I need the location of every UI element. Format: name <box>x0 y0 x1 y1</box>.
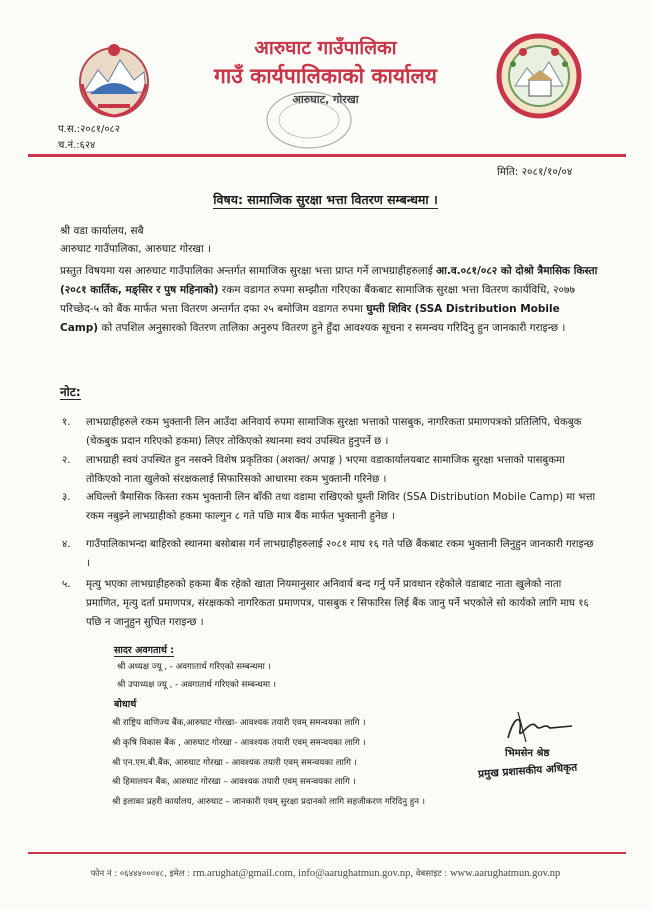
body-paragraph <box>60 262 600 338</box>
note-number: २. <box>62 455 71 466</box>
dispatch-number: च.नं.:६२४ <box>58 140 96 151</box>
cc-info-heading <box>114 643 174 656</box>
cc-action-item: श्री एन.एम.बी.बैंक, आरुघाट गोरखा - आवश्यक तयारी एवम् समन्वयका लागि । <box>112 758 357 768</box>
cc-action-item: श्री इलाका प्रहरी कार्यालय, आरुघाट – जानकारी एवम् सुरक्षा प्रदानको लागि सहजीकरण गरिदिनु हुन । <box>112 797 426 807</box>
note-item <box>62 413 598 451</box>
office-address: आरुघाट, गोरखा <box>292 93 359 106</box>
note-item <box>62 575 598 632</box>
note-heading <box>60 383 81 400</box>
footer-website[interactable]: www.aarughatmun.gov.np <box>449 868 561 879</box>
cc-info-heading-text: सादर अवगतार्थ : <box>114 645 175 656</box>
note-number: १. <box>62 417 71 428</box>
note-text: अघिल्लो त्रैमासिक किस्ता रकम भुक्तानी लिन बाँकी तथा वडामा राखिएको घुम्ती शिविर (SSA Distribution Mobile Camp) मा भत्ता रकम नबुझ्ने लाभग्राहीको हकमा फाल्गुन ८ गते पछि मात्र बैंक मार्फत भुक्तानी हुनेछ । <box>86 492 596 522</box>
footer-web-label: वेबसाइट : <box>415 869 448 879</box>
header-divider <box>28 154 626 157</box>
footer-contact <box>0 868 651 879</box>
office-stamp-icon <box>262 85 357 155</box>
office-name: आरुघाट गाउँपालिका <box>254 37 397 59</box>
note-text: लाभग्राही स्वयं उपस्थित हुन नसक्ने विशेष प्रकृतिका (अशक्त/ अपाङ्ग ) भएमा वडाकार्यालयबाट सामाजिक सुरक्षा भत्ताको पासबुकमा तोकिएको नाता खुलेको संरक्षकलाई सिफारिसको आधारमा रकम भुक्तानी गरिनेछ । <box>86 455 565 485</box>
note-heading-text: नोट: <box>60 385 81 399</box>
body-bold-2: घुम्ती शिविर (SSA Distribution Mobile Camp) <box>60 303 560 334</box>
cc-info-item: श्री उपाध्यक्ष ज्यू , - अवगातार्थ गरिएको सम्बन्धमा । <box>117 680 277 690</box>
letter-date: मिति: २०८१/१०/०४ <box>497 166 573 178</box>
note-number: ५. <box>62 579 71 590</box>
body-text-3: को तपशिल अनुसारको वितरण तालिका अनुरुप वितरण हुने हुँदा आवश्यक सूचना र समन्वय गरिदिनु हुन जानकारी गराइन्छ । <box>101 322 566 334</box>
note-number: ३. <box>62 492 71 503</box>
recipient-line-2: आरुघाट गाउँपालिका, आरुघाट गोरखा । <box>60 243 212 255</box>
cc-action-item: श्री राष्ट्रिय वाणिज्य बैंक,आरुघाट गोरखा- आवश्यक तयारी एवम् समन्वयका लागि । <box>112 718 366 728</box>
subject-text: विषय: सामाजिक सुरक्षा भत्ता वितरण सम्बन्धमा । <box>213 192 438 207</box>
cc-action-item: श्री हिमालयन बैंक, आरुघाट गोरखा – आवश्यक तयारी एवम् समन्वयका लागि । <box>112 777 356 787</box>
recipient-line-1: श्री वडा कार्यालय, सबै <box>60 225 144 237</box>
note-text: गाउँपालिकाभन्दा बाहिरको स्थानमा बसोबास गर्न लाभग्राहीहरुलाई २०८१ माघ १६ गते पछि बैंकबाट रकम भुक्तानी लिनुहुन जानकारी गराइन्छ । <box>86 539 594 569</box>
subject-line <box>0 191 651 208</box>
reference-number: प.स.:२०८१/०८२ <box>58 124 120 135</box>
note-text: मृत्यु भएका लाभग्राहीहरुको हकमा बैंक रहेको खाता नियमानुसार अनिवार्य बन्द गर्नु पर्ने प्रावधान रहेकोले वडाबाट नाता खुलेको नाता प्रमाणित, मृत्यु दर्ता प्रमाणपत्र, संरक्षकको नागरिकता प्रमाणपत्र, पासबुक र सिफारिस लिई बैंक जानु पर्ने भएकोले सो कार्यको लागि माघ १६ पछि न जानुहुन सुचित गराइन्छ । <box>86 579 589 628</box>
note-text: लाभग्राहीहरुले रकम भुक्तानी लिन आउँदा अनिवार्य रुपमा सामाजिक सुरक्षा भत्ताको पासबुक, नागरिकता प्रमाणपत्रको प्रतिलिपि, चेकबुक (चेकबुक प्रदान गरिएको हकमा) लिएर तोकिएको स्थानमा स्वयं उपस्थित हुनुपर्ने छ । <box>86 417 582 447</box>
footer-email-2[interactable]: info@aarughatmun.gov.np, <box>298 868 413 879</box>
footer-phone: फोन नं : ०६४४४०००४८, इमेल : <box>90 869 191 879</box>
body-text-1: प्रस्तुत विषयमा यस आरुघाट गाउँपालिका अन्तर्गत सामाजिक सुरक्षा भत्ता प्राप्त गर्ने लाभग्राहीहरुलाई <box>60 265 433 277</box>
cc-info-item: श्री अध्यक्ष ज्यू , - अवगातार्थ गरिएको सम्बन्धमा । <box>117 662 271 672</box>
signatory-name: भिमसेन श्रेष्ठ <box>505 748 550 759</box>
footer-email-1[interactable]: rm.arughat@gmail.com, <box>192 868 296 879</box>
cc-action-heading: बोधार्थ <box>114 699 137 710</box>
footer-divider <box>28 852 626 854</box>
body-bold-1: आ.व.०८१/०८२ को दोश्रो त्रैमासिक किस्ता (२०८१ कार्तिक, मङ्सिर र पुष महिनाको) <box>60 265 598 296</box>
note-item <box>62 451 598 489</box>
office-title: गाउँ कार्यपालिकाको कार्यालय <box>214 64 437 88</box>
note-number: ४. <box>62 539 71 550</box>
body-text-2: रकम वडागत रुपमा सम्झौता गरिएका बैंकबाट सामाजिक सुरक्षा भत्ता वितरण कार्यविधि, २०७७ परिच्छेद-५ को बैंक मार्फत भत्ता वितरण अन्तर्गत दफा २५ बमोजिम वडागत रुपमा <box>60 284 575 315</box>
cc-action-item: श्री कृषि विकास बैंक , आरुघाट गोरखा - आवश्यक तयारी एवम् समन्वयका लागि । <box>112 738 366 748</box>
note-item <box>62 535 598 573</box>
signatory-title: प्रमुख प्रशासकीय अधिकृत <box>477 761 578 781</box>
signature-icon <box>500 708 580 748</box>
note-item <box>62 488 598 526</box>
